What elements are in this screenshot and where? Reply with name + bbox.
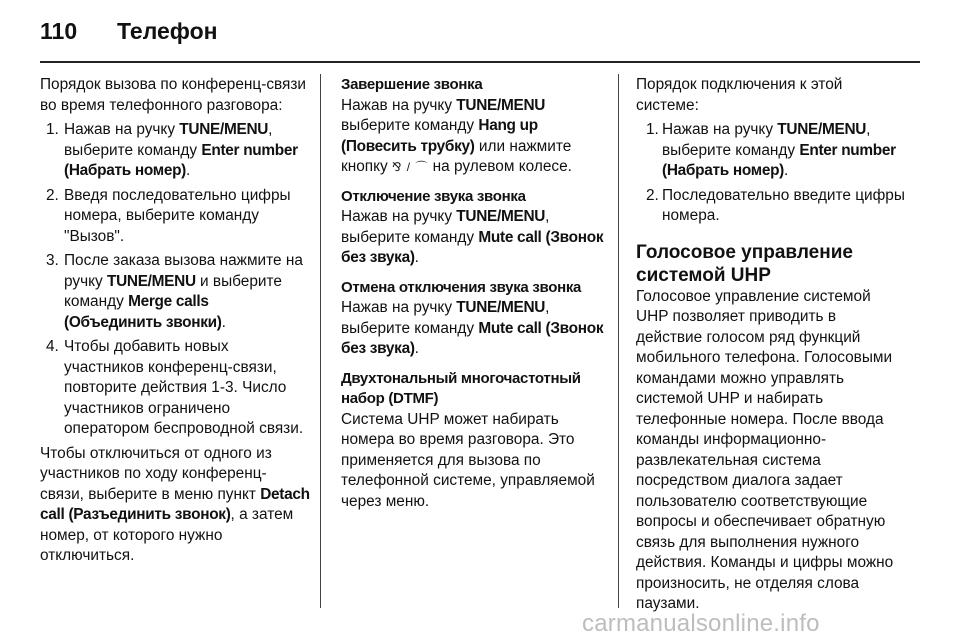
- voice-control-heading: Голосовое управление системой UHP: [636, 241, 853, 286]
- list-item: 4. Чтобы добавить новых участников конференц-связи, повторите действия 1-3. Число участников ограничено оператором беспроводной связи.: [46, 338, 304, 437]
- control-label: TUNE/MENU: [456, 299, 546, 316]
- menu-command: Enter number (Набрать номер): [64, 141, 298, 179]
- menu-command: Merge calls (Объединить звонки): [64, 293, 222, 331]
- menu-command: Detach call (Разъединить звонок): [40, 485, 310, 523]
- section-unmute-call: Отмена отключения звука звонка Нажав на ручку TUNE/MENU, выберите команду Mute call (Звонок без звука).: [341, 278, 607, 360]
- control-label: TUNE/MENU: [456, 208, 546, 225]
- watermark: carmanualsonline.info: [582, 610, 820, 637]
- column-divider-1: [320, 74, 321, 608]
- column-3: [636, 75, 906, 615]
- step-number: 4.: [46, 338, 59, 355]
- column-2: [341, 75, 607, 512]
- conference-steps: [40, 120, 310, 440]
- list-item: 3. После заказа вызова нажмите на ручку TUNE/MENU и выберите команду Merge calls (Объединить звонки).: [46, 252, 303, 331]
- page-title: Телефон: [117, 18, 218, 44]
- section-heading: Отмена отключения звука звонка: [341, 278, 582, 296]
- detach-paragraph: Чтобы отключиться от одного из участников по ходу конференц-связи, выберите в меню пункт Detach call (Разъединить звонок), а затем номер, от которого нужно отключиться.: [40, 444, 310, 564]
- section-heading: Двухтональный многочастотный набор (DTMF): [341, 369, 581, 407]
- voice-control-text: Голосовое управление системой UHP позволяет приводить в действие голосом ряд функций мобильного телефона. Голосовыми командами можно управлять системой UHP и набирать телефонные номера. После ввода команды информационно-развлекательная система посредством диалога задает пользователю соответствующие вопросы и обеспечивает обратную связь для выполнения нужного действия. Команды и цифры можно произносить, не отделяя слова паузами.: [636, 287, 894, 612]
- page-header: [40, 18, 218, 45]
- page-number: 110: [40, 18, 78, 44]
- section-end-call: Завершение звонка Нажав на ручку TUNE/MENU выберите команду Hang up (Повесить трубку) или нажмите кнопку ⅋ / ⌒ на рулевом колесе.: [341, 75, 607, 178]
- control-label: TUNE/MENU: [179, 121, 269, 138]
- connect-intro: Порядок подключения к этой системе:: [636, 76, 843, 114]
- conference-intro: Порядок вызова по конференц-связи во время телефонного разговора:: [40, 76, 307, 114]
- list-item: 1. Нажав на ручку TUNE/MENU, выберите команду Enter number (Набрать номер).: [646, 121, 896, 179]
- column-1: [40, 75, 310, 567]
- header-rule: [40, 61, 920, 63]
- menu-command: Mute call (Звонок без звука): [341, 228, 604, 266]
- control-label: TUNE/MENU: [106, 272, 196, 290]
- section-heading: Завершение звонка: [341, 76, 483, 93]
- section-mute-call: Отключение звука звонка Нажав на ручку TUNE/MENU, выберите команду Mute call (Звонок без звука).: [341, 187, 607, 269]
- step-number: 2.: [46, 186, 59, 204]
- section-heading: Отключение звука звонка: [341, 187, 526, 205]
- menu-command: Mute call (Звонок без звука): [341, 319, 604, 357]
- control-label: TUNE/MENU: [456, 96, 546, 114]
- list-item: 1. Нажав на ручку TUNE/MENU, выберите команду Enter number (Набрать номер).: [46, 121, 298, 179]
- control-label: TUNE/MENU: [777, 121, 867, 138]
- section-dtmf: [341, 369, 607, 513]
- step-number: 1.: [46, 121, 59, 138]
- menu-command: Enter number (Набрать номер): [662, 141, 896, 179]
- step-number: 3.: [46, 252, 59, 269]
- step-number: 2.: [646, 186, 659, 204]
- phone-hangup-icon: ⅋ / ⌒: [392, 160, 429, 174]
- step-number: 1.: [646, 121, 659, 138]
- list-item: 2. Введя последовательно цифры номера, выберите команду "Вызов".: [46, 186, 291, 245]
- column-divider-2: [618, 74, 619, 608]
- list-item: 2. Последовательно введите цифры номера.: [646, 186, 905, 224]
- menu-command: Hang up (Повесить трубку): [341, 117, 538, 155]
- connect-steps: [636, 120, 906, 227]
- dtmf-text: Система UHP может набирать номера во время разговора. Это применяется для вызова по телефонной системе, управляемой через меню.: [341, 410, 595, 510]
